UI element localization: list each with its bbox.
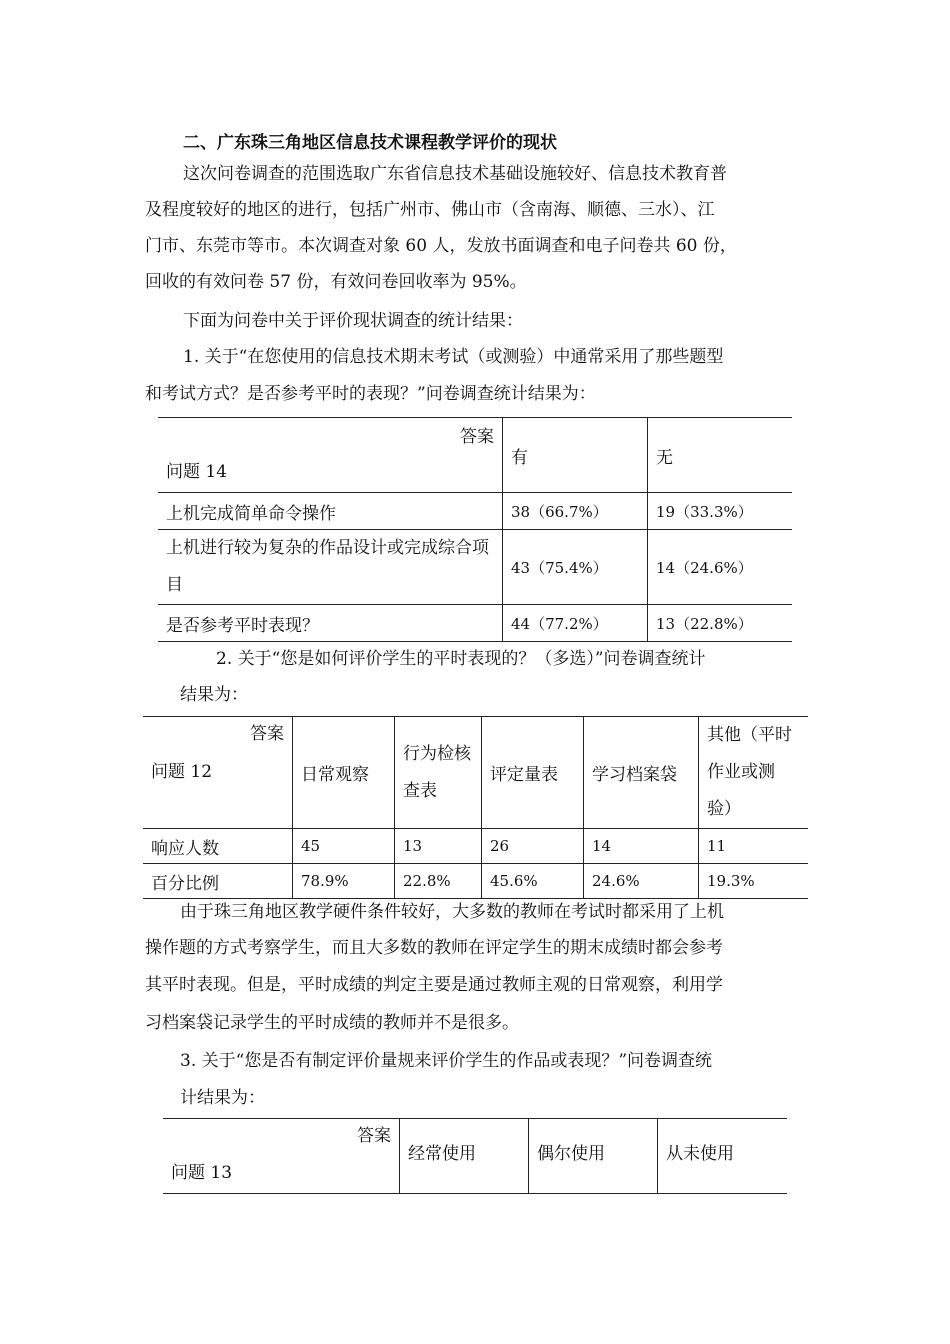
analysis-line-1: 由于珠三角地区教学硬件条件较好，大多数的教师在考试时都采用了上机: [180, 902, 724, 922]
table3-answer-label: 答案: [357, 1126, 391, 1146]
q3-line-2: 计结果为：: [180, 1088, 265, 1108]
table2-row1-c5: 11: [699, 829, 809, 864]
table-row: [158, 605, 792, 642]
table2-col-1: 日常观察: [293, 717, 395, 829]
table2-col-2: 行为检核查表: [395, 717, 482, 829]
table2-row2-c2: 22.8%: [395, 864, 482, 899]
table1-row2-label: 上机进行较为复杂的作品设计或完成综合项目: [158, 530, 503, 605]
table1-row3-no: 13（22.8%）: [648, 605, 793, 642]
table2-row1-label: 响应人数: [143, 829, 293, 864]
table1-row3-yes: 44（77.2%）: [503, 605, 648, 642]
intro-line-1: 这次问卷调查的范围选取广东省信息技术基础设施较好、信息技术教育普: [183, 164, 727, 184]
q1-line-2: 和考试方式？是否参考平时的表现？”问卷调查统计结果为：: [145, 384, 596, 404]
section-heading: 二、广东珠三角地区信息技术课程教学评价的现状: [183, 133, 557, 153]
table3-col-3: 从未使用: [658, 1119, 788, 1194]
intro-line-4: 回收的有效问卷 57 份，有效问卷回收率为 95%。: [145, 272, 527, 292]
table2-col-4: 学习档案袋: [584, 717, 699, 829]
table3-question-label: 问题 13: [171, 1163, 233, 1183]
q1-line-1: 1. 关于“在您使用的信息技术期末考试（或测验）中通常采用了那些题型: [183, 347, 724, 367]
table1-question-label: 问题 14: [166, 462, 228, 482]
table3-header-corner: [163, 1119, 400, 1194]
table-row: [143, 864, 808, 899]
intro-line-3: 门市、东莞市等市。本次调查对象 60 人，发放书面调查和电子问卷共 60 份，: [145, 236, 737, 256]
table2-row1-c1: 45: [293, 829, 395, 864]
table1-row1-no: 19（33.3%）: [648, 493, 793, 530]
table-question-14: [158, 417, 792, 642]
table2-row2-label: 百分比例: [143, 864, 293, 899]
table1-col-yes: 有: [503, 418, 648, 493]
table-row: [143, 829, 808, 864]
table1-col-no: 无: [648, 418, 793, 493]
table1-row1-yes: 38（66.7%）: [503, 493, 648, 530]
table2-row2-c4: 24.6%: [584, 864, 699, 899]
table2-row1-c3: 26: [482, 829, 584, 864]
q2-line-2: 结果为：: [180, 685, 248, 705]
table-question-13: [163, 1118, 787, 1194]
table2-row2-c5: 19.3%: [699, 864, 809, 899]
table2-answer-label: 答案: [250, 724, 284, 744]
analysis-line-4: 习档案袋记录学生的平时成绩的教师并不是很多。: [145, 1013, 519, 1033]
table1-row2-yes: 43（75.4%）: [503, 530, 648, 605]
table1-row3-label: 是否参考平时表现？: [158, 605, 503, 642]
intro-line-2: 及程度较好的地区的进行，包括广州市、佛山市（含南海、顺德、三水）、江: [145, 200, 715, 220]
q2-line-1: 2. 关于“您是如何评价学生的平时表现的？（多选）”问卷调查统计: [216, 649, 706, 669]
table-question-12: [143, 716, 808, 899]
table2-row1-c4: 14: [584, 829, 699, 864]
analysis-line-3: 其平时表现。但是，平时成绩的判定主要是通过教师主观的日常观察，利用学: [145, 975, 723, 995]
table3-col-2: 偶尔使用: [529, 1119, 658, 1194]
table2-question-label: 问题 12: [151, 762, 213, 782]
table2-row1-c2: 13: [395, 829, 482, 864]
table1-row2-no: 14（24.6%）: [648, 530, 793, 605]
table2-col-3: 评定量表: [482, 717, 584, 829]
analysis-line-2: 操作题的方式考察学生，而且大多数的教师在评定学生的期末成绩时都会参考: [145, 938, 723, 958]
table1-answer-label: 答案: [460, 427, 494, 447]
table-row: [158, 530, 792, 605]
table1-row1-label: 上机完成简单命令操作: [158, 493, 503, 530]
table-row: [158, 493, 792, 530]
table3-col-1: 经常使用: [400, 1119, 529, 1194]
table2-row2-c1: 78.9%: [293, 864, 395, 899]
lead-text: 下面为问卷中关于评价现状调查的统计结果：: [183, 311, 523, 331]
table2-col-5: 其他（平时作业或测验）: [699, 717, 809, 829]
table2-row2-c3: 45.6%: [482, 864, 584, 899]
table2-header-corner: [143, 717, 293, 829]
q3-line-1: 3. 关于“您是否有制定评价量规来评价学生的作品或表现？”问卷调查统: [180, 1051, 713, 1071]
table1-header-corner: [158, 418, 503, 493]
